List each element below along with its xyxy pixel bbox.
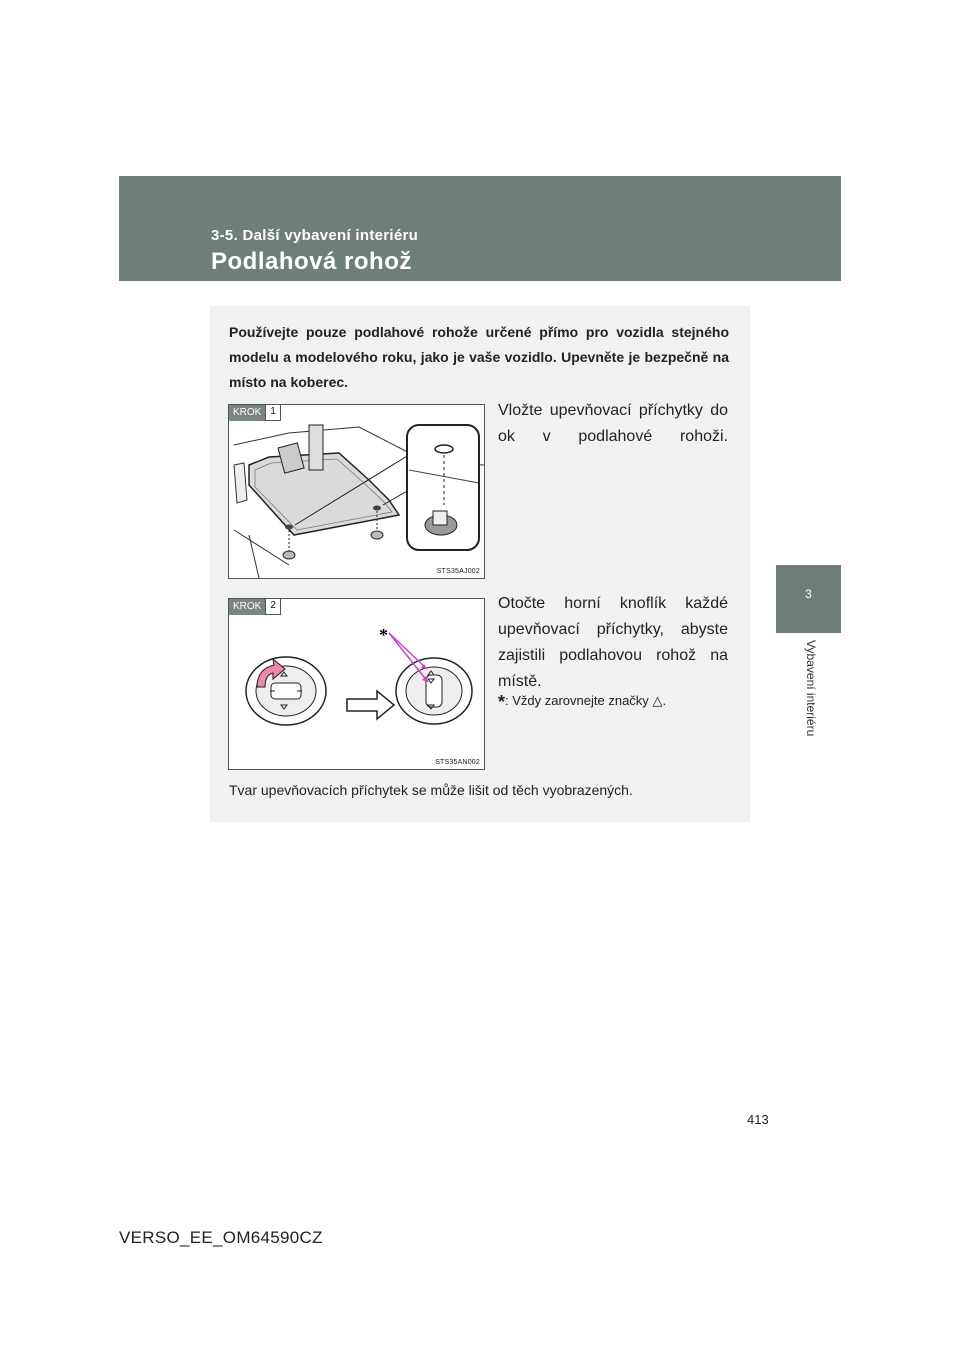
step-2-text: Otočte horní knoflík každé upevňovací příchytky, abyste zajistili podlahovou rohož na místě. xyxy=(498,595,728,690)
section-label: 3-5. Další vybavení interiéru xyxy=(211,227,419,244)
page-title: Podlahová rohož xyxy=(211,248,412,275)
chapter-label: Vybavení interiéru xyxy=(804,640,818,737)
step-badge-number: 2 xyxy=(265,599,281,615)
step-badge-label: KROK xyxy=(229,405,265,421)
intro-text: Používejte pouze podlahové rohože určené přímo pro vozidla stejného modelu a modelového roku, jako je vaše vozidlo. Upevněte je bezpečně na místo na koberec. xyxy=(229,324,729,390)
figure-code: STS35AJ002 xyxy=(436,568,480,575)
shape-note: Tvar upevňovacích příchytek se může lišit od těch vyobrazených. xyxy=(229,782,633,798)
footnote-end: . xyxy=(662,693,667,708)
asterisk-marker: * xyxy=(379,625,388,645)
figure-step-1 xyxy=(228,404,485,579)
manual-code: VERSO_EE_OM64590CZ xyxy=(119,1228,323,1247)
footnote-star: * xyxy=(498,692,506,712)
step-badge-number: 1 xyxy=(265,405,281,421)
clip-rotation-illustration xyxy=(229,599,484,769)
step-1-text: Vložte upevňovací příchytky do ok v podlahové rohoži. xyxy=(498,402,728,445)
floor-mat-illustration xyxy=(229,405,484,578)
triangle-icon: △ xyxy=(652,693,663,708)
figure-step-2 xyxy=(228,598,485,770)
chapter-number: 3 xyxy=(805,587,812,601)
page-number: 413 xyxy=(747,1112,769,1127)
footnote xyxy=(498,692,666,713)
step-badge-label: KROK xyxy=(229,599,265,615)
footnote-text: : Vždy zarovnejte značky xyxy=(505,693,649,708)
figure-code: STS35AN002 xyxy=(435,759,480,766)
